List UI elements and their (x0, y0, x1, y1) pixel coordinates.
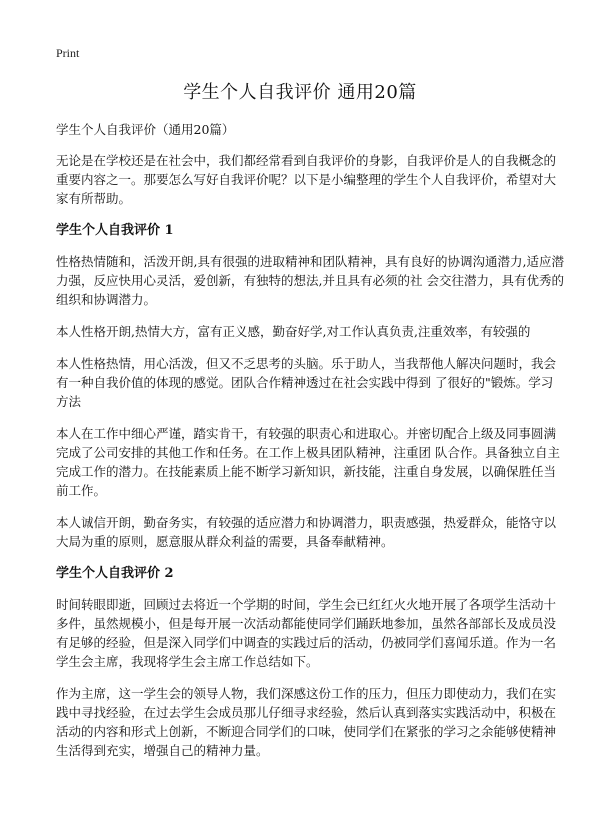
section-paragraph: 本人性格开朗,热情大方，富有正义感，勤奋好学,对工作认真负责,注重效率，有较强的 (56, 324, 531, 339)
print-link[interactable]: Print (56, 46, 80, 60)
section-paragraph: 本人在工作中细心严谨，踏实肯干，有较强的职责心和进取心。并密切配合上级及同事圆满完成了公司安排的其他工作和任务。在工作上极具团队精神，注重团 队合作。具备独立自主完成工作的潜力。在技能素质上能不断学习新知识，新技能，注重自身发展，以确保胜任当前工作。 (56, 426, 560, 498)
document-body (56, 120, 564, 773)
document-subtitle: 学生个人自我评价（通用20篇） (56, 122, 235, 137)
section-2 (56, 564, 564, 760)
section-1 (56, 221, 564, 551)
section-paragraph: 性格热情随和，活泼开朗,具有很强的进取精神和团队精神，具有良好的协调沟通潜力,适应潜力强，反应快用心灵活，爱创新，有独特的想法,并且具有必须的社 会交往潜力，具有优秀的组织和协调潜力。 (56, 254, 564, 307)
section-paragraph: 作为主席，这一学生会的领导人物，我们深感这份工作的压力，但压力即使动力，我们在实践中寻找经验，在过去学生会成员那儿仔细寻求经验，然后认真到落实实践活动中，积极在活动的内容和形式上创新，不断迎合同学们的口味，使同学们在紧张的学习之余能够使精神生活得到充实，增强自己的精神力量。 (56, 686, 557, 758)
section-paragraph: 本人性格热情，用心活泼，但又不乏思考的头脑。乐于助人，当我帮他人解决问题时，我会有一种自我价值的体现的感觉。团队合作精神透过在社会实践中得到 了很好的"锻炼。学习方法 (56, 356, 557, 409)
section-heading: 学生个人自我评价 1 (56, 223, 174, 238)
page-title: 学生个人自我评价 通用20篇 (183, 82, 417, 103)
section-paragraph: 时间转眼即逝，回顾过去将近一个学期的时间，学生会已红红火火地开展了各项学生活动十多件，虽然规模小，但是每开展一次活动都能使同学们踊跃地参加，虽然各部部长及成员没有足够的经验，但是深入同学们中调查的实践过后的活动，仍被同学们喜闻乐道。作为一名学生会主席，我现将学生会主席工作总结如下。 (56, 597, 557, 669)
intro-paragraph: 无论是在学校还是在社会中，我们都经常看到自我评价的身影，自我评价是人的自我概念的重要内容之一。那要怎么写好自我评价呢？以下是小编整理的学生个人自我评价，希望对大家有所帮助。 (56, 153, 557, 206)
section-heading: 学生个人自我评价 2 (56, 566, 174, 581)
section-paragraph: 本人诚信开朗，勤奋务实，有较强的适应潜力和协调潜力，职责感强，热爱群众，能恪守以大局为重的原则，愿意服从群众利益的需要，具备奉献精神。 (56, 515, 557, 549)
